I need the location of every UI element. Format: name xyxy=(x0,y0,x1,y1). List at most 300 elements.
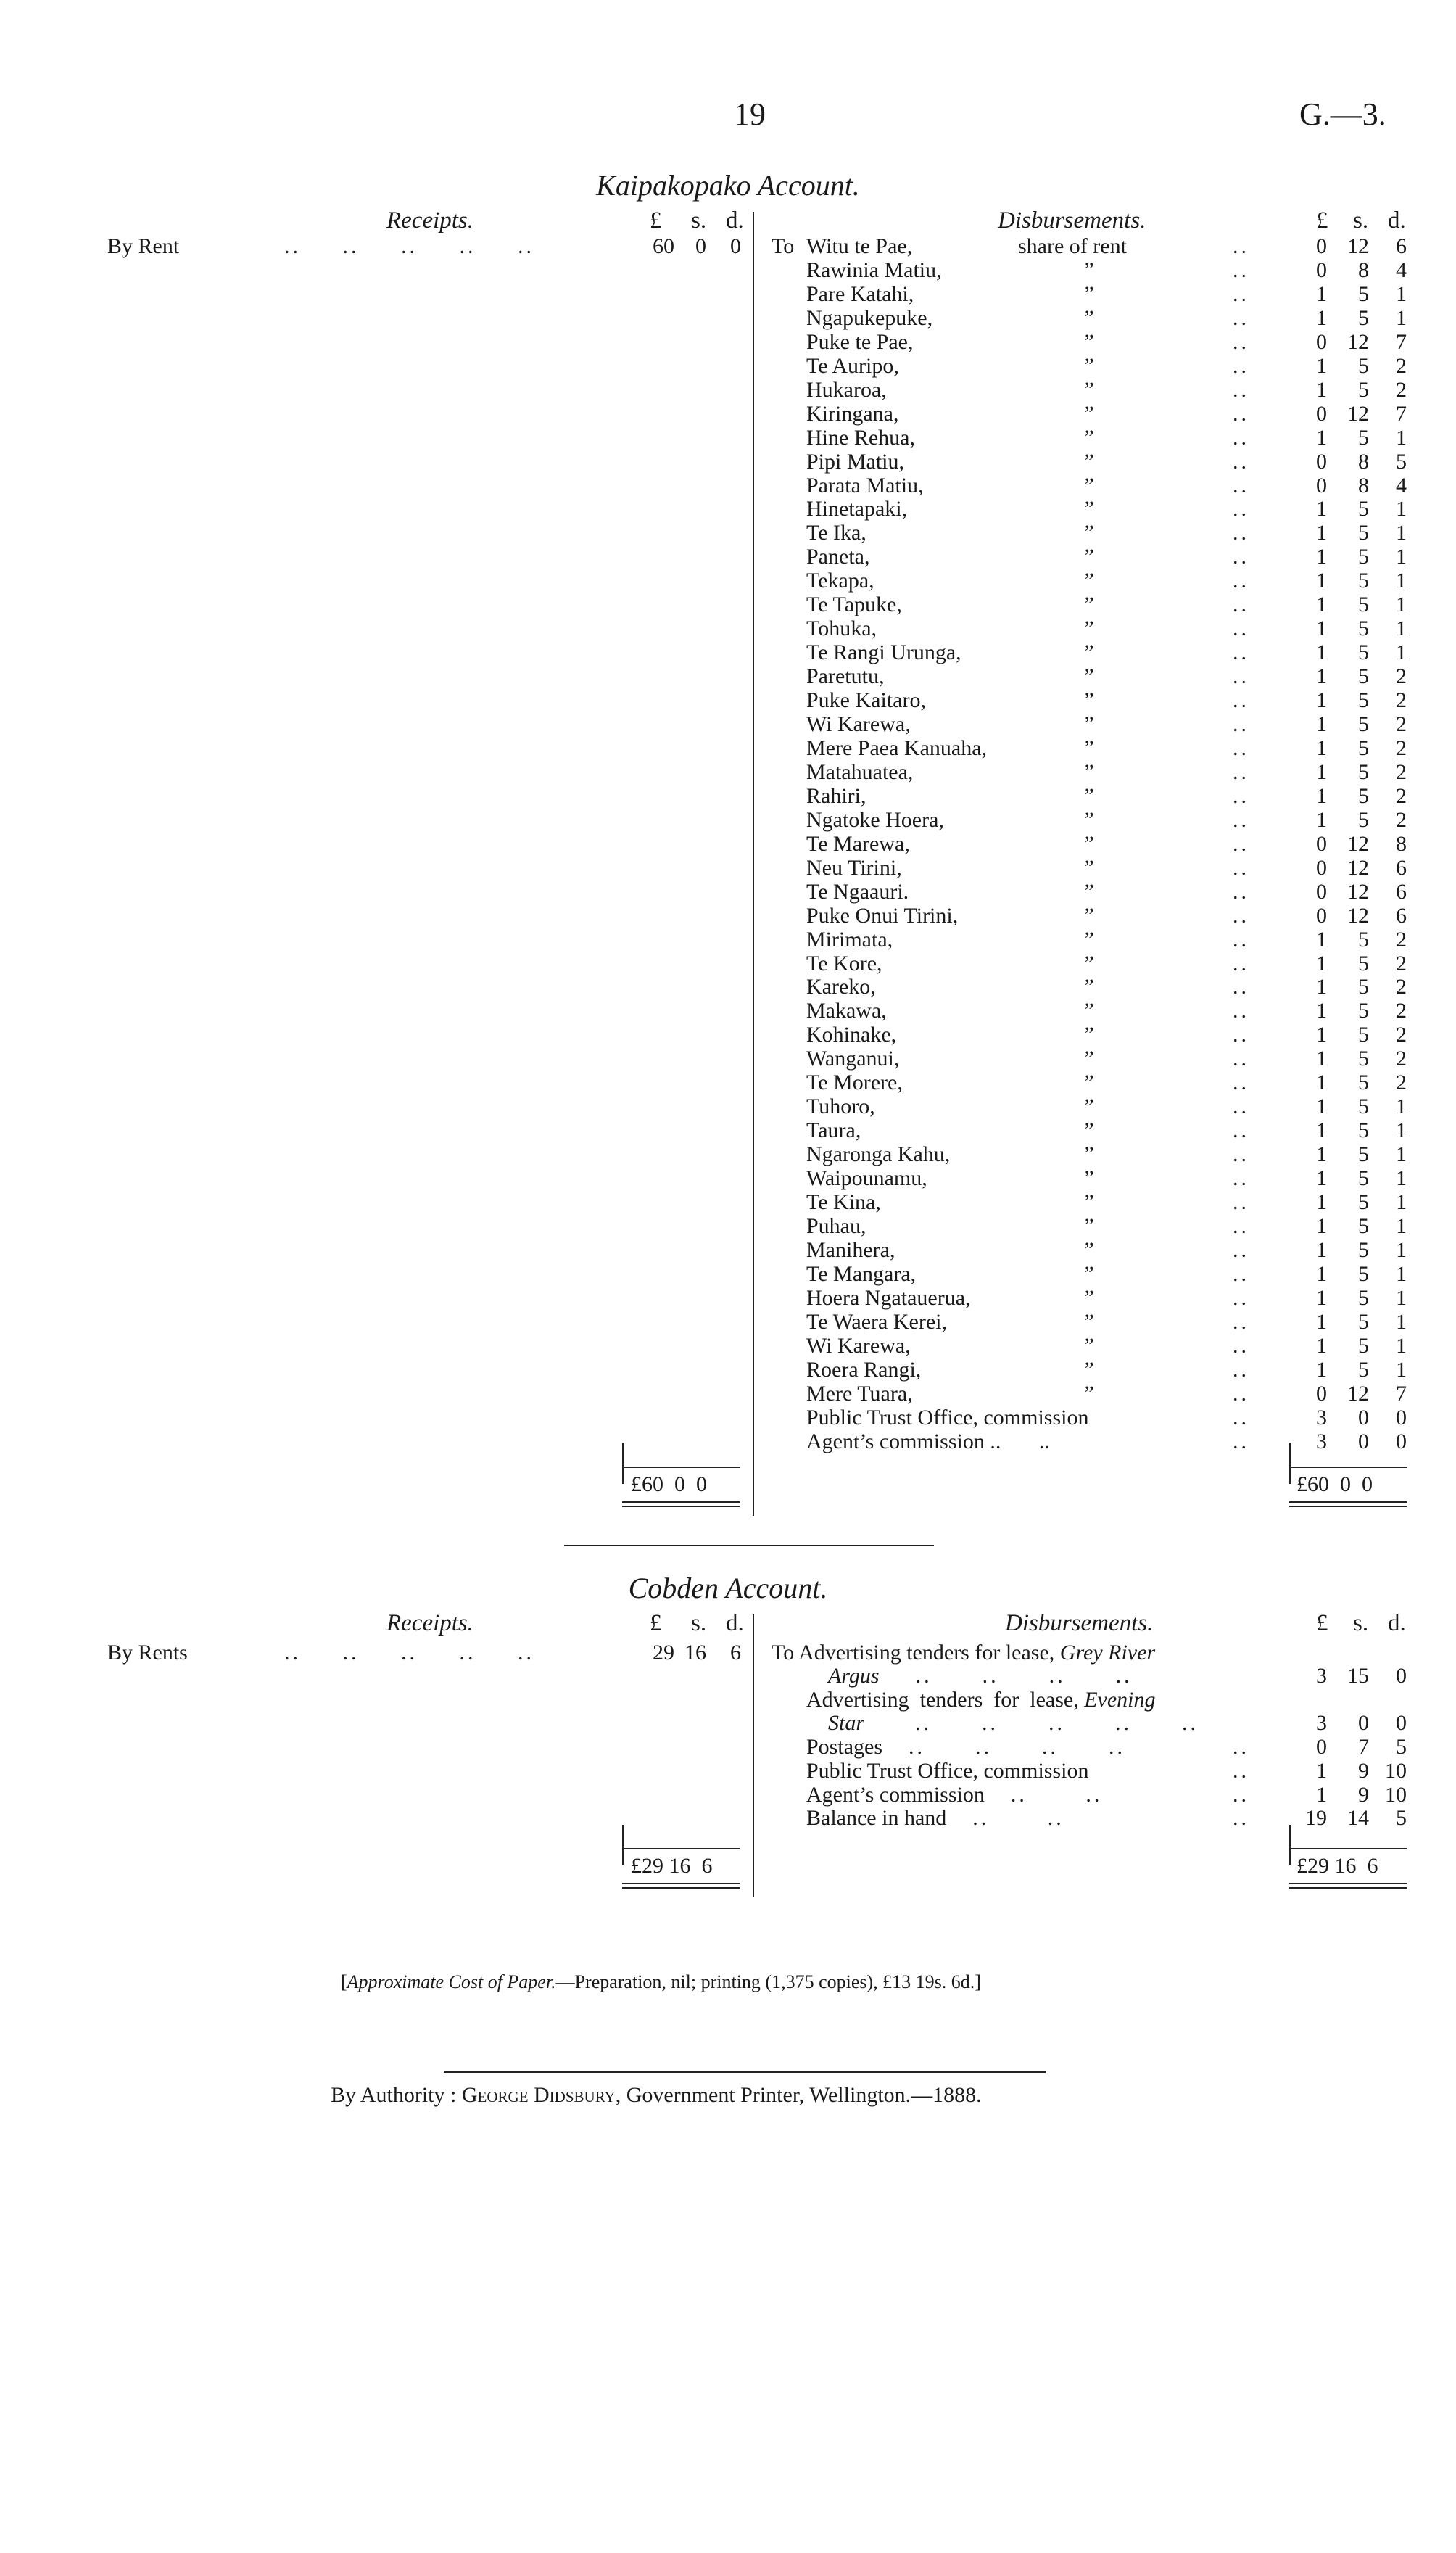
kaipakopako-receipts-col-l: £ xyxy=(650,207,662,234)
kaipakopako-row-l: 1 xyxy=(1316,640,1327,664)
kaipakopako-row-ditto: ” xyxy=(1082,354,1094,378)
kaipakopako-row-l: 0 xyxy=(1316,856,1327,880)
kaipakopako-row-ditto: ” xyxy=(1082,688,1094,712)
kaipakopako-row-l: 1 xyxy=(1316,760,1327,784)
kaipakopako-row-dots: .. xyxy=(1233,282,1249,306)
kaipakopako-disb-total-rule-double xyxy=(1289,1506,1407,1507)
cobden-row-dots: .. xyxy=(1233,1806,1249,1830)
kaipakopako-row-l: 0 xyxy=(1316,880,1327,904)
kaipakopako-row-dots: .. xyxy=(1233,688,1249,712)
cobden-row-name xyxy=(806,1759,1114,1783)
kaipakopako-row-d: 8 xyxy=(1396,832,1407,856)
kaipakopako-row-dots: .. xyxy=(1233,952,1249,976)
kaipakopako-row-d: 2 xyxy=(1396,928,1407,952)
cobden-row-advertising-1 xyxy=(772,1641,1155,1665)
kaipakopako-row-s: 5 xyxy=(1358,1071,1369,1094)
kaipakopako-row-dots: .. xyxy=(1233,450,1249,474)
kaipakopako-row-name: Taura, xyxy=(806,1118,861,1142)
kaipakopako-row-dots: .. xyxy=(1233,1214,1249,1238)
kaipakopako-row-ditto: ” xyxy=(1082,808,1094,832)
kaipakopako-row-d: 1 xyxy=(1396,497,1407,521)
kaipakopako-row-s: 5 xyxy=(1358,1166,1369,1190)
kaipakopako-row-d: 4 xyxy=(1396,474,1407,498)
kaipakopako-row-l: 0 xyxy=(1316,1382,1327,1406)
kaipakopako-row-name: Te Ika, xyxy=(806,521,866,545)
kaipakopako-row-ditto: ” xyxy=(1082,975,1094,999)
kaipakopako-row-name: Wanganui, xyxy=(806,1047,900,1071)
kaipakopako-row-d: 2 xyxy=(1396,784,1407,808)
kaipakopako-row-dots: .. xyxy=(1233,1262,1249,1286)
kaipakopako-row-dots: .. xyxy=(1233,999,1249,1023)
kaipakopako-row-name: Mirimata, xyxy=(806,928,893,952)
kaipakopako-row-d: 6 xyxy=(1396,856,1407,880)
kaipakopako-row-s: 12 xyxy=(1347,1382,1369,1406)
kaipakopako-row-d: 1 xyxy=(1396,1142,1407,1166)
kaipakopako-row-l: 1 xyxy=(1316,1286,1327,1310)
kaipakopako-receipt-l: 60 xyxy=(653,234,674,258)
kaipakopako-row-d: 2 xyxy=(1396,1071,1407,1094)
cobden-row-s: 14 xyxy=(1347,1806,1369,1830)
kaipakopako-row-ditto: ” xyxy=(1082,282,1094,306)
cobden-row2-text: Advertising tenders for lease, xyxy=(806,1688,1079,1712)
kaipakopako-row-s: 5 xyxy=(1358,1238,1369,1262)
kaipakopako-center-rule xyxy=(753,212,754,1516)
kaipakopako-row-ditto: ” xyxy=(1082,1382,1094,1406)
kaipakopako-row-l: 1 xyxy=(1316,497,1327,521)
kaipakopako-row-l: 1 xyxy=(1316,928,1327,952)
kaipakopako-row-dots: .. xyxy=(1233,234,1249,258)
kaipakopako-row-l: 1 xyxy=(1316,1166,1327,1190)
kaipakopako-row-dots: .. xyxy=(1233,1358,1249,1382)
kaipakopako-row-d: 1 xyxy=(1396,616,1407,640)
kaipakopako-row-l: 1 xyxy=(1316,784,1327,808)
kaipakopako-row-l: 1 xyxy=(1316,569,1327,593)
cobden-row1-paper: Grey River xyxy=(1059,1641,1156,1665)
kaipakopako-row-dots: .. xyxy=(1233,928,1249,952)
cobden-receipt-d: 6 xyxy=(730,1641,741,1665)
kaipakopako-row-l: 1 xyxy=(1316,1238,1327,1262)
kaipakopako-row-name: Ngapukepuke, xyxy=(806,306,933,330)
kaipakopako-row-name: Kiringana, xyxy=(806,402,899,426)
cobden-receipts-left-rule xyxy=(622,1825,624,1865)
kaipakopako-row-ditto: ” xyxy=(1082,999,1094,1023)
kaipakopako-row-s: 5 xyxy=(1358,999,1369,1023)
kaipakopako-row-name: Pare Katahi, xyxy=(806,282,914,306)
kaipakopako-row-l: 1 xyxy=(1316,736,1327,760)
kaipakopako-row-ditto: ” xyxy=(1082,1262,1094,1286)
kaipakopako-receipts-col-d: d. xyxy=(726,207,744,234)
kaipakopako-row-ditto: ” xyxy=(1082,1334,1094,1358)
kaipakopako-row-s: 5 xyxy=(1358,1358,1369,1382)
kaipakopako-row-l: 1 xyxy=(1316,1047,1327,1071)
page-number: 19 xyxy=(734,96,766,132)
cobden-row-d: 10 xyxy=(1385,1783,1407,1807)
kaipakopako-row-d: 6 xyxy=(1396,904,1407,928)
kaipakopako-row-d: 5 xyxy=(1396,450,1407,474)
kaipakopako-row-ditto: ” xyxy=(1082,1071,1094,1094)
kaipakopako-row-name: Kareko, xyxy=(806,975,876,999)
kaipakopako-row-ditto: ” xyxy=(1082,1214,1094,1238)
cobden-row1-paper-cont: Argus xyxy=(828,1664,880,1688)
kaipakopako-row-d: 2 xyxy=(1396,760,1407,784)
cobden-row2-s: 0 xyxy=(1358,1711,1369,1735)
cobden-disb-col-l: £ xyxy=(1316,1610,1328,1636)
cobden-receipt-label: By Rents xyxy=(107,1641,188,1665)
kaipakopako-row-name: Mere Paea Kanuaha, xyxy=(806,736,988,760)
kaipakopako-row-d: 1 xyxy=(1396,1094,1407,1118)
kaipakopako-row-name: Ngatoke Hoera, xyxy=(806,808,944,832)
kaipakopako-row-name: Te Kore, xyxy=(806,952,882,976)
kaipakopako-row-ditto: ” xyxy=(1082,521,1094,545)
kaipakopako-row-dots: .. xyxy=(1233,474,1249,498)
kaipakopako-row-ditto: ” xyxy=(1082,330,1094,354)
kaipakopako-row-name: Waipounamu, xyxy=(806,1166,927,1190)
kaipakopako-row-ditto: ” xyxy=(1082,664,1094,688)
kaipakopako-row-d: 1 xyxy=(1396,1286,1407,1310)
kaipakopako-receipt-dots: .. .. .. .. .. xyxy=(284,234,534,258)
kaipakopako-row-dots: .. xyxy=(1233,378,1249,402)
kaipakopako-row-d: 1 xyxy=(1396,1118,1407,1142)
kaipakopako-row-ditto: ” xyxy=(1082,952,1094,976)
kaipakopako-row-l: 1 xyxy=(1316,593,1327,616)
kaipakopako-row-dots: .. xyxy=(1233,521,1249,545)
kaipakopako-row-d: 7 xyxy=(1396,330,1407,354)
kaipakopako-row-d: 6 xyxy=(1396,880,1407,904)
kaipakopako-row-dots: .. xyxy=(1233,975,1249,999)
kaipakopako-row-l: 1 xyxy=(1316,426,1327,450)
kaipakopako-row-dots: .. xyxy=(1233,664,1249,688)
cobden-row2-paper: Evening xyxy=(1084,1688,1156,1712)
kaipakopako-row-ditto: ” xyxy=(1082,258,1094,282)
kaipakopako-row-d: 1 xyxy=(1396,640,1407,664)
kaipakopako-receipts-col-s: s. xyxy=(691,207,707,234)
kaipakopako-row-ditto: ” xyxy=(1082,712,1094,736)
kaipakopako-row-d: 1 xyxy=(1396,1310,1407,1334)
kaipakopako-receipt-d: 0 xyxy=(730,234,741,258)
kaipakopako-row-s: 5 xyxy=(1358,282,1369,306)
cobden-row-l: 19 xyxy=(1305,1806,1327,1830)
kaipakopako-row-l: 1 xyxy=(1316,545,1327,569)
cobden-row1-s: 15 xyxy=(1347,1664,1369,1688)
kaipakopako-receipts-header: Receipts. xyxy=(386,207,474,234)
kaipakopako-row-s: 5 xyxy=(1358,760,1369,784)
cobden-row-s: 7 xyxy=(1358,1735,1369,1759)
kaipakopako-row-ditto: ” xyxy=(1082,545,1094,569)
kaipakopako-row-s: 5 xyxy=(1358,616,1369,640)
kaipakopako-row-d: 1 xyxy=(1396,1190,1407,1214)
cobden-receipt-dots: .. .. .. .. .. xyxy=(284,1641,534,1665)
kaipakopako-row-s: 5 xyxy=(1358,378,1369,402)
cobden-disb-total: £29 16 6 xyxy=(1296,1854,1378,1878)
kaipakopako-row-name: Agent’s commission .. .. xyxy=(806,1430,1050,1453)
kaipakopako-row-s: 5 xyxy=(1358,569,1369,593)
cobden-row-d: 10 xyxy=(1385,1759,1407,1783)
kaipakopako-row-name: Public Trust Office, commission xyxy=(806,1406,1089,1430)
kaipakopako-row-l: 1 xyxy=(1316,1310,1327,1334)
kaipakopako-row-dots: .. xyxy=(1233,856,1249,880)
kaipakopako-receipt-label: By Rent xyxy=(107,234,180,258)
kaipakopako-row-s: 5 xyxy=(1358,1286,1369,1310)
cobden-receipts-total: £29 16 6 xyxy=(631,1854,713,1878)
kaipakopako-row-dots: .. xyxy=(1233,1118,1249,1142)
kaipakopako-row-d: 1 xyxy=(1396,593,1407,616)
cobden-receipts-col-d: d. xyxy=(726,1610,744,1636)
kaipakopako-row-dots: .. xyxy=(1233,712,1249,736)
cobden-disb-total-rule-top xyxy=(1289,1848,1407,1849)
kaipakopako-receipts-total-rule-top xyxy=(622,1467,740,1468)
cobden-row-advertising-2-cont: Star .. .. .. .. .. xyxy=(828,1711,1199,1735)
kaipakopako-row-name: Te Rangi Urunga, xyxy=(806,640,961,664)
kaipakopako-row-d: 2 xyxy=(1396,1047,1407,1071)
kaipakopako-row-d: 2 xyxy=(1396,664,1407,688)
kaipakopako-row-d: 1 xyxy=(1396,426,1407,450)
kaipakopako-row-ditto: ” xyxy=(1082,904,1094,928)
kaipakopako-row-d: 6 xyxy=(1396,234,1407,258)
kaipakopako-row-d: 1 xyxy=(1396,521,1407,545)
kaipakopako-row-dots: .. xyxy=(1233,354,1249,378)
kaipakopako-row-s: 12 xyxy=(1347,880,1369,904)
kaipakopako-row-s: 5 xyxy=(1358,808,1369,832)
kaipakopako-row-s: 8 xyxy=(1358,450,1369,474)
kaipakopako-row-l: 0 xyxy=(1316,904,1327,928)
kaipakopako-row-s: 5 xyxy=(1358,521,1369,545)
cobden-receipt-l: 29 xyxy=(653,1641,674,1665)
kaipakopako-row-l: 1 xyxy=(1316,282,1327,306)
kaipakopako-disb-col-d: d. xyxy=(1388,207,1406,234)
kaipakopako-row-s: 0 xyxy=(1358,1430,1369,1453)
kaipakopako-row-name: Te Mangara, xyxy=(806,1262,917,1286)
cobden-row-l: 1 xyxy=(1316,1783,1327,1807)
kaipakopako-row-l: 1 xyxy=(1316,688,1327,712)
kaipakopako-row-name: Parata Matiu, xyxy=(806,474,924,498)
page-code: G.—3. xyxy=(1299,96,1386,132)
kaipakopako-row-d: 0 xyxy=(1396,1406,1407,1430)
kaipakopako-row-ditto: ” xyxy=(1082,1142,1094,1166)
kaipakopako-row-l: 0 xyxy=(1316,474,1327,498)
kaipakopako-row-s: 12 xyxy=(1347,904,1369,928)
kaipakopako-receipts-left-rule xyxy=(622,1443,624,1484)
kaipakopako-row-name: Puke Onui Tirini, xyxy=(806,904,959,928)
kaipakopako-row-dots: .. xyxy=(1233,1406,1249,1430)
kaipakopako-row-d: 7 xyxy=(1396,1382,1407,1406)
kaipakopako-row-s: 5 xyxy=(1358,712,1369,736)
cobden-row2-l: 3 xyxy=(1316,1711,1327,1735)
kaipakopako-row-name: Rahiri, xyxy=(806,784,866,808)
kaipakopako-row-dots: .. xyxy=(1233,426,1249,450)
kaipakopako-row-name: Wi Karewa, xyxy=(806,712,911,736)
cobden-row-name xyxy=(806,1806,1064,1830)
cobden-disbursements-header: Disbursements. xyxy=(1005,1610,1154,1636)
kaipakopako-row-s: 5 xyxy=(1358,1094,1369,1118)
kaipakopako-row-ditto: ” xyxy=(1082,1118,1094,1142)
kaipakopako-row-name: Neu Tirini, xyxy=(806,856,902,880)
kaipakopako-row-s: 8 xyxy=(1358,258,1369,282)
cobden-receipt-s: 16 xyxy=(684,1641,706,1665)
kaipakopako-row-ditto: ” xyxy=(1082,593,1094,616)
kaipakopako-row-ditto: ” xyxy=(1082,1023,1094,1047)
kaipakopako-row-ditto: ” xyxy=(1082,497,1094,521)
cobden-receipts-col-s: s. xyxy=(691,1610,707,1636)
kaipakopako-row-l: 0 xyxy=(1316,832,1327,856)
kaipakopako-row-l: 1 xyxy=(1316,1262,1327,1286)
kaipakopako-row-ditto: ” xyxy=(1082,928,1094,952)
kaipakopako-row-l: 0 xyxy=(1316,234,1327,258)
kaipakopako-row-d: 2 xyxy=(1396,808,1407,832)
kaipakopako-row-l: 1 xyxy=(1316,999,1327,1023)
kaipakopako-row-l: 1 xyxy=(1316,1358,1327,1382)
kaipakopako-row-ditto: ” xyxy=(1082,1238,1094,1262)
kaipakopako-row-name: Roera Rangi, xyxy=(806,1358,922,1382)
kaipakopako-row-share: share of rent xyxy=(1018,234,1127,258)
cobden-center-rule xyxy=(753,1614,754,1897)
kaipakopako-row-d: 2 xyxy=(1396,999,1407,1023)
kaipakopako-row-s: 12 xyxy=(1347,330,1369,354)
kaipakopako-row-l: 1 xyxy=(1316,1190,1327,1214)
kaipakopako-row-dots: .. xyxy=(1233,1142,1249,1166)
cost-note-text: —Preparation, nil; printing (1,375 copies), £13 19s. 6d.] xyxy=(555,1971,981,1992)
kaipakopako-row-dots: .. xyxy=(1233,1382,1249,1406)
kaipakopako-row-s: 5 xyxy=(1358,1118,1369,1142)
kaipakopako-receipts-total: £60 0 0 xyxy=(631,1472,707,1496)
kaipakopako-row-name: Hukaroa, xyxy=(806,378,887,402)
cobden-row1-d: 0 xyxy=(1396,1664,1407,1688)
kaipakopako-row-l: 1 xyxy=(1316,1334,1327,1358)
kaipakopako-row-s: 5 xyxy=(1358,928,1369,952)
kaipakopako-row-d: 2 xyxy=(1396,688,1407,712)
kaipakopako-row-l: 1 xyxy=(1316,521,1327,545)
kaipakopako-row-dots: .. xyxy=(1233,784,1249,808)
kaipakopako-row-ditto: ” xyxy=(1082,1190,1094,1214)
cobden-disb-total-rule-double xyxy=(1289,1887,1407,1889)
kaipakopako-row-dots: .. xyxy=(1233,616,1249,640)
cobden-receipts-total-rule-bottom xyxy=(622,1883,740,1884)
kaipakopako-row-s: 12 xyxy=(1347,234,1369,258)
cobden-row-name xyxy=(806,1783,1102,1807)
kaipakopako-row-name: Puhau, xyxy=(806,1214,866,1238)
cobden-row2-d: 0 xyxy=(1396,1711,1407,1735)
kaipakopako-row-d: 2 xyxy=(1396,952,1407,976)
kaipakopako-row-ditto: ” xyxy=(1082,474,1094,498)
cobden-row2-paper-cont: Star xyxy=(828,1711,865,1735)
kaipakopako-row-name: Hoera Ngatauerua, xyxy=(806,1286,971,1310)
kaipakopako-row-dots: .. xyxy=(1233,1047,1249,1071)
kaipakopako-row-dots: .. xyxy=(1233,497,1249,521)
kaipakopako-row-d: 1 xyxy=(1396,1262,1407,1286)
kaipakopako-row-l: 3 xyxy=(1316,1430,1327,1453)
authority-line xyxy=(331,2083,982,2108)
kaipakopako-row-name: Te Ngaauri. xyxy=(806,880,909,904)
kaipakopako-row-ditto: ” xyxy=(1082,760,1094,784)
kaipakopako-row-d: 1 xyxy=(1396,1166,1407,1190)
kaipakopako-row-ditto: ” xyxy=(1082,306,1094,330)
kaipakopako-disb-left-rule xyxy=(1289,1443,1291,1484)
kaipakopako-row-dots: .. xyxy=(1233,808,1249,832)
kaipakopako-row-l: 1 xyxy=(1316,1118,1327,1142)
kaipakopako-row-s: 5 xyxy=(1358,975,1369,999)
kaipakopako-row-dots: .. xyxy=(1233,880,1249,904)
cobden-row1-l: 3 xyxy=(1316,1664,1327,1688)
kaipakopako-row-dots: .. xyxy=(1233,402,1249,426)
kaipakopako-row-l: 1 xyxy=(1316,1071,1327,1094)
cobden-row-advertising-1-cont: Argus .. .. .. .. xyxy=(828,1664,1133,1688)
kaipakopako-row-s: 5 xyxy=(1358,1262,1369,1286)
kaipakopako-disb-total-rule-top xyxy=(1289,1467,1407,1468)
kaipakopako-row-l: 0 xyxy=(1316,402,1327,426)
kaipakopako-row-s: 5 xyxy=(1358,497,1369,521)
authority-prefix: By Authority : xyxy=(331,2083,457,2107)
kaipakopako-row-name: Tuhoro, xyxy=(806,1094,875,1118)
cobden-disb-col-s: s. xyxy=(1353,1610,1369,1636)
kaipakopako-row-s: 5 xyxy=(1358,784,1369,808)
kaipakopako-row-d: 2 xyxy=(1396,378,1407,402)
kaipakopako-row-name: Wi Karewa, xyxy=(806,1334,911,1358)
kaipakopako-receipts-total-rule-double xyxy=(622,1506,740,1507)
kaipakopako-row-name: Witu te Pae, xyxy=(806,234,913,258)
kaipakopako-row-dots: .. xyxy=(1233,1094,1249,1118)
cost-note xyxy=(341,1971,981,1993)
kaipakopako-row-l: 0 xyxy=(1316,258,1327,282)
kaipakopako-row-d: 1 xyxy=(1396,306,1407,330)
kaipakopako-row-d: 1 xyxy=(1396,1238,1407,1262)
kaipakopako-row-l: 1 xyxy=(1316,1142,1327,1166)
kaipakopako-row-s: 5 xyxy=(1358,593,1369,616)
cobden-row-d: 5 xyxy=(1396,1806,1407,1830)
kaipakopako-row-s: 5 xyxy=(1358,688,1369,712)
cobden-row-inline-dots: .. .. .. .. xyxy=(909,1735,1125,1759)
kaipakopako-row-dots: .. xyxy=(1233,1286,1249,1310)
kaipakopako-row-dots: .. xyxy=(1233,1238,1249,1262)
kaipakopako-row-s: 5 xyxy=(1358,664,1369,688)
kaipakopako-disb-col-l: £ xyxy=(1316,207,1328,234)
kaipakopako-row-name: Makawa, xyxy=(806,999,887,1023)
kaipakopako-disb-total: £60 0 0 xyxy=(1296,1472,1373,1496)
kaipakopako-row-s: 0 xyxy=(1358,1406,1369,1430)
cobden-row-l: 0 xyxy=(1316,1735,1327,1759)
kaipakopako-row-d: 4 xyxy=(1396,258,1407,282)
kaipakopako-row-d: 1 xyxy=(1396,1334,1407,1358)
kaipakopako-row-d: 7 xyxy=(1396,402,1407,426)
kaipakopako-row-dots: .. xyxy=(1233,640,1249,664)
kaipakopako-row-s: 5 xyxy=(1358,1334,1369,1358)
kaipakopako-row-dots: .. xyxy=(1233,1166,1249,1190)
cobden-row-inline-dots: .. .. xyxy=(1010,1783,1103,1807)
cobden-title: Cobden Account. xyxy=(628,1572,828,1604)
kaipakopako-row-l: 1 xyxy=(1316,664,1327,688)
cobden-disb-total-rule-bottom xyxy=(1289,1883,1407,1884)
kaipakopako-row-s: 5 xyxy=(1358,1023,1369,1047)
cobden-receipts-total-rule-double xyxy=(622,1887,740,1889)
kaipakopako-disb-col-s: s. xyxy=(1353,207,1369,234)
kaipakopako-row-d: 1 xyxy=(1396,1214,1407,1238)
kaipakopako-row-dots: .. xyxy=(1233,330,1249,354)
kaipakopako-row-s: 5 xyxy=(1358,1190,1369,1214)
kaipakopako-row-name: Hine Rehua, xyxy=(806,426,915,450)
kaipakopako-row-d: 2 xyxy=(1396,712,1407,736)
cobden-row-dots: .. xyxy=(1233,1759,1249,1783)
kaipakopako-row-ditto: ” xyxy=(1082,1166,1094,1190)
section-separator xyxy=(564,1545,934,1546)
kaipakopako-row-l: 0 xyxy=(1316,330,1327,354)
kaipakopako-row-ditto: ” xyxy=(1082,1358,1094,1382)
authority-rule xyxy=(444,2071,1046,2073)
kaipakopako-row-name: Te Morere, xyxy=(806,1071,903,1094)
kaipakopako-row-dots: .. xyxy=(1233,1071,1249,1094)
kaipakopako-row-d: 1 xyxy=(1396,569,1407,593)
kaipakopako-row-d: 2 xyxy=(1396,354,1407,378)
kaipakopako-row-name: Te Waera Kerei, xyxy=(806,1310,947,1334)
kaipakopako-row-s: 5 xyxy=(1358,545,1369,569)
kaipakopako-row-ditto: ” xyxy=(1082,616,1094,640)
